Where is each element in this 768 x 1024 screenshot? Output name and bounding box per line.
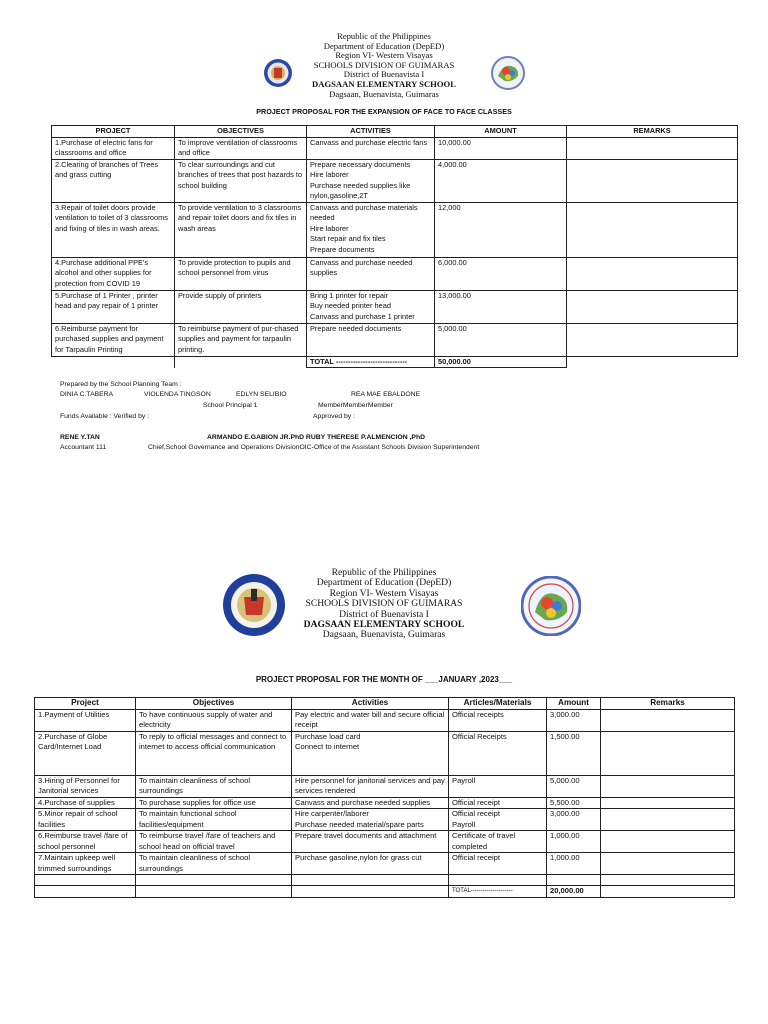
project-cell: 3.Hiring of Personnel for Janitorial services: [35, 775, 136, 797]
remarks-cell: [601, 809, 735, 831]
objective-cell: To purchase supplies for office use: [136, 797, 292, 809]
remarks-cell: [567, 202, 738, 257]
header-line-district: District of Buenavista I: [339, 608, 429, 620]
total-row: [52, 356, 738, 368]
table-row: [52, 137, 738, 159]
activities-cell: Hire carpenter/laborer Purchase needed material/spare parts: [292, 809, 449, 831]
remarks-cell: [601, 797, 735, 809]
project-cell: 5.Minor repair of school facilities: [35, 809, 136, 831]
doc2-title-month: ___JANUARY ,2023___: [425, 675, 513, 684]
table-row: [52, 290, 738, 323]
project-cell: 4.Purchase additional PPE's alcohol and other supplies for protection from COVID 19: [52, 257, 175, 290]
project-cell: 1.Purchase of electric fans for classrooms and office: [52, 137, 175, 159]
objective-cell: To have continuous supply of water and electricity: [136, 709, 292, 731]
total-label: TOTAL -----------------------------: [307, 356, 435, 368]
blank-cell: [567, 356, 738, 368]
project-cell: 4.Purchase of supplies: [35, 797, 136, 809]
table-row: [52, 257, 738, 290]
objective-cell: To reimburse payment of pur-chased supplies and payment for tarpaulin printing.: [175, 323, 307, 356]
amount-cell: 1,000.00: [547, 831, 601, 853]
table-row: [35, 809, 735, 831]
activities-cell: Canvass and purchase electric fans: [307, 137, 435, 159]
blank-cell: [136, 875, 292, 886]
table-row: [35, 731, 735, 775]
doc2-table-header-row: [35, 698, 735, 710]
header-line-division: SCHOOLS DIVISION OF GUIMARAS: [305, 598, 463, 610]
remarks-cell: [601, 853, 735, 875]
blank-cell: [601, 886, 735, 898]
remarks-cell: [567, 159, 738, 202]
remarks-cell: [601, 731, 735, 775]
blank-cell: [601, 875, 735, 886]
doc1-header: [0, 32, 768, 99]
signatory-selibio: EDLYN SELIBIO: [236, 391, 287, 398]
accountant-title: Accountant 111: [60, 444, 107, 451]
col-header-materials: Articles/Materials: [449, 698, 547, 710]
approvers-names: ARMANDO E.GABION JR.PhD RUBY THERESE P.ALMENCION ,PhD: [207, 434, 426, 441]
project-cell: 5.Purchase of 1 Printer , printer head and pay repair of 1 printer: [52, 290, 175, 323]
remarks-cell: [601, 831, 735, 853]
project-cell: 1.Payment of Utilities: [35, 709, 136, 731]
header-line-deped: Department of Education (DepED): [316, 577, 452, 589]
amount-cell: 5,000.00: [435, 323, 567, 356]
member-titles: MemberMemberMember: [318, 402, 393, 409]
activities-cell: Prepare needed documents: [307, 323, 435, 356]
objective-cell: To improve ventilation of classrooms and office: [175, 137, 307, 159]
doc2-header: [0, 568, 768, 641]
table-row: [35, 853, 735, 875]
col-header-objectives: Objectives: [136, 698, 292, 710]
header-line-deped: Department of Education (DepED): [323, 40, 445, 51]
project-cell: 7.Maintain upkeep well trimmed surroundings: [35, 853, 136, 875]
project-cell: 2.Clearing of branches of Trees and grass cutting: [52, 159, 175, 202]
header-school-name: DAGSAAN ELEMENTARY SCHOOL: [303, 619, 465, 631]
materials-cell: Official receipt: [449, 853, 547, 875]
amount-cell: 5,000.00: [547, 775, 601, 797]
funds-available-label: Funds Available : Verified by :: [60, 413, 150, 420]
activities-cell: Canvass and purchase needed supplies: [307, 257, 435, 290]
col-header-objectives: OBJECTIVES: [175, 126, 307, 138]
col-header-amount: Amount: [547, 698, 601, 710]
blank-cell: [292, 875, 449, 886]
materials-cell: Certificate of travel completed: [449, 831, 547, 853]
doc1-table: [51, 125, 738, 368]
materials-cell: Official receipt: [449, 797, 547, 809]
table-row: [35, 709, 735, 731]
materials-cell: Official receipt Payroll: [449, 809, 547, 831]
project-cell: 6.Reimburse payment for purchased supplies and payment for Tarpaulin Printing: [52, 323, 175, 356]
objective-cell: To maintain cleanliness of school surroundings: [136, 853, 292, 875]
materials-cell: Official Receipts: [449, 731, 547, 775]
amount-cell: 5,500.00: [547, 797, 601, 809]
doc1-table-header-row: [52, 126, 738, 138]
total-label: TOTAL---------------------: [449, 886, 547, 898]
col-header-activities: ACTIVITIES: [307, 126, 435, 138]
project-cell: 2.Purchase of Globe Card/Internet Load: [35, 731, 136, 775]
table-row: [52, 323, 738, 356]
header-address: Dagsaan, Buenavista, Guimaras: [322, 629, 446, 641]
header-line-region: Region VI- Western Visayas: [329, 587, 439, 599]
objective-cell: To maintain functional school facilities/equipment: [136, 809, 292, 831]
table-row: [52, 159, 738, 202]
objective-cell: To provide protection to pupils and school personnel from virus: [175, 257, 307, 290]
approvers-titles: Chief,School Governance and Operations DivisionOIC-Office of the Assistant Schools Division Superintendent: [148, 444, 480, 451]
amount-cell: 3,000.00: [547, 709, 601, 731]
blank-cell: [175, 356, 307, 368]
table-row: [35, 831, 735, 853]
principal-title: School Principal 1: [203, 402, 258, 409]
activities-cell: Purchase gasoline,nylon for grass cut: [292, 853, 449, 875]
blank-cell: [136, 886, 292, 898]
materials-cell: Official receipts: [449, 709, 547, 731]
objective-cell: To maintain cleanliness of school surroundings: [136, 775, 292, 797]
amount-cell: 12,000: [435, 202, 567, 257]
table-row: [35, 775, 735, 797]
amount-cell: 13,000.00: [435, 290, 567, 323]
header-line-republic: Republic of the Philippines: [331, 567, 437, 578]
materials-cell: Payroll: [449, 775, 547, 797]
table-row: [35, 797, 735, 809]
amount-cell: 6,000.00: [435, 257, 567, 290]
header-address: Dagsaan, Buenavista, Guimaras: [329, 88, 439, 99]
remarks-cell: [601, 775, 735, 797]
col-header-project: PROJECT: [52, 126, 175, 138]
accountant-name: RENE Y.TAN: [60, 434, 100, 441]
remarks-cell: [601, 709, 735, 731]
activities-cell: Prepare necessary documents Hire laborer Purchase needed supplies like nylon,gasoline,2T: [307, 159, 435, 202]
activities-cell: Purchase load card Connect to internet: [292, 731, 449, 775]
total-amount: 20,000.00: [547, 886, 601, 898]
blank-cell: [449, 875, 547, 886]
header-line-region: Region VI- Western Visayas: [335, 50, 433, 61]
approved-by-label: Approved by :: [313, 413, 355, 420]
amount-cell: 1,500.00: [547, 731, 601, 775]
total-row: [35, 886, 735, 898]
doc1-title: PROJECT PROPOSAL FOR THE EXPANSION OF FACE TO FACE CLASSES: [256, 107, 512, 116]
objective-cell: To reimburse travel /fare of teachers and school head on official travel: [136, 831, 292, 853]
objective-cell: To reply to official messages and connect to internet to access official communication: [136, 731, 292, 775]
col-header-amount: AMOUNT: [435, 126, 567, 138]
objective-cell: Provide supply of printers: [175, 290, 307, 323]
header-line-division: SCHOOLS DIVISION OF GUIMARAS: [313, 59, 455, 70]
blank-cell: [52, 356, 175, 368]
table-row: [52, 202, 738, 257]
remarks-cell: [567, 290, 738, 323]
activities-cell: Prepare travel documents and attachment: [292, 831, 449, 853]
remarks-cell: [567, 323, 738, 356]
activities-cell: Pay electric and water bill and secure official receipt: [292, 709, 449, 731]
amount-cell: 3,000.00: [547, 809, 601, 831]
header-school-name: DAGSAAN ELEMENTARY SCHOOL: [312, 78, 456, 89]
objective-cell: To clear surroundings and cut branches of trees that post hazards to school building: [175, 159, 307, 202]
project-cell: 6.Reimburse travel /fare of school personnel: [35, 831, 136, 853]
blank-cell: [547, 875, 601, 886]
blank-row: [35, 875, 735, 886]
amount-cell: 10,000.00: [435, 137, 567, 159]
blank-cell: [292, 886, 449, 898]
activities-cell: Bring 1 printer for repair Buy needed printer head Canvass and purchase 1 printer: [307, 290, 435, 323]
col-header-remarks: REMARKS: [567, 126, 738, 138]
amount-cell: 4,000.00: [435, 159, 567, 202]
signatory-ebaldone: REA MAE EBALDONE: [351, 391, 421, 398]
remarks-cell: [567, 137, 738, 159]
activities-cell: Canvass and purchase needed supplies: [292, 797, 449, 809]
doc2-table: [34, 697, 735, 898]
blank-cell: [35, 886, 136, 898]
project-cell: 3.Repair of toilet doors provide ventilation to toilet of 3 classrooms and fixing of tiles in wash areas.: [52, 202, 175, 257]
col-header-activities: Activities: [292, 698, 449, 710]
header-line-republic: Republic of the Philippines: [337, 31, 431, 41]
doc2-title: [0, 675, 768, 684]
total-amount: 50,000.00: [435, 356, 567, 368]
prepared-by-label: Prepared by the School Planning Team :: [60, 381, 182, 388]
doc2-title-prefix: PROJECT PROPOSAL FOR THE MONTH OF: [255, 675, 426, 684]
col-header-project: Project: [35, 698, 136, 710]
remarks-cell: [567, 257, 738, 290]
header-line-district: District of Buenavista I: [343, 69, 425, 80]
signatory-tingson: VIOLENDA TINGSON: [144, 391, 211, 398]
activities-cell: Canvass and purchase materials needed Hire laborer Start repair and fix tiles Prepare documents: [307, 202, 435, 257]
signatory-tabera: DINIA C.TABERA: [60, 391, 114, 398]
blank-cell: [35, 875, 136, 886]
activities-cell: Hire personnel for janitorial services and pay services rendered: [292, 775, 449, 797]
objective-cell: To provide ventilation to 3 classrooms and repair toilet doors and fix tiles in wash areas: [175, 202, 307, 257]
col-header-remarks: Remarks: [601, 698, 735, 710]
amount-cell: 1,000.00: [547, 853, 601, 875]
